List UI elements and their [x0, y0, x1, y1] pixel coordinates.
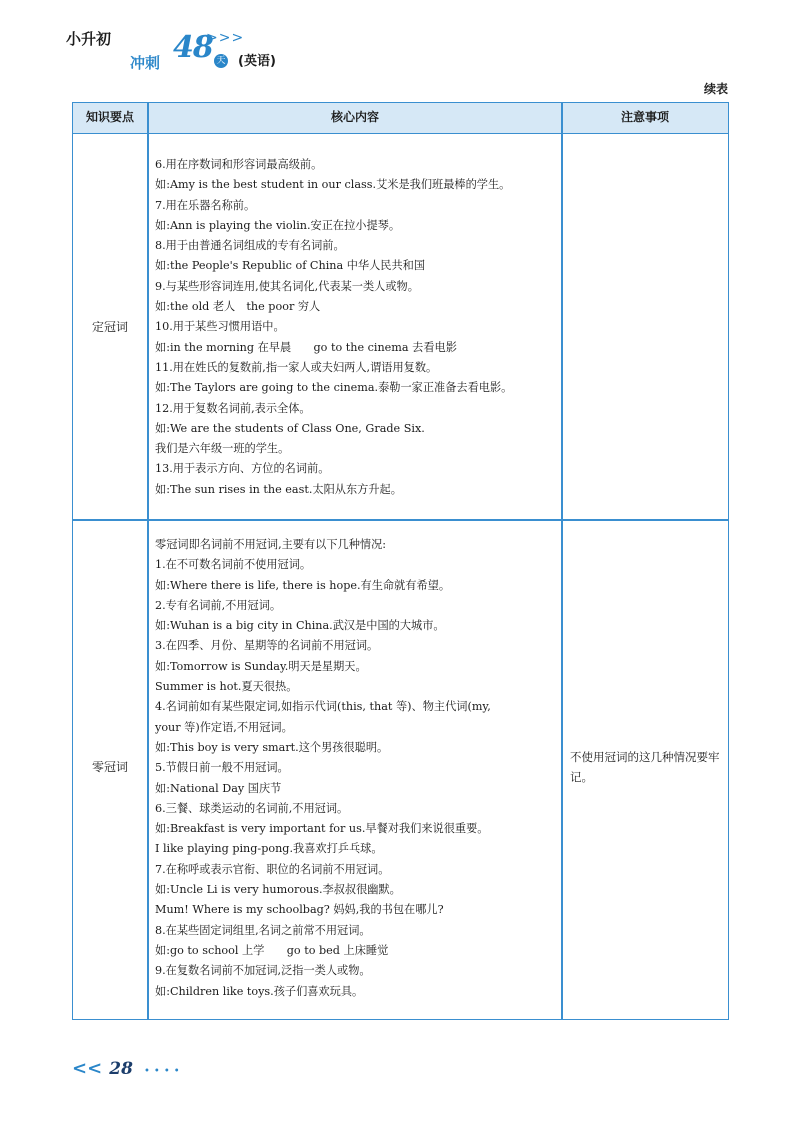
- content-line: 如:Uncle Li is very humorous.李叔叔很幽默。: [155, 883, 401, 897]
- column-divider: [147, 103, 149, 1019]
- content-line: 如:the old 老人 the poor 穷人: [155, 300, 321, 314]
- content-line: 3.在四季、月份、星期等的名词前不用冠词。: [155, 639, 379, 653]
- content-line: 6.三餐、球类运动的名词前,不用冠词。: [155, 801, 349, 815]
- content-line: 零冠词即名词前不用冠词,主要有以下几种情况:: [155, 538, 387, 551]
- content-line: 如:National Day 国庆节: [155, 781, 282, 795]
- days-unit-badge: 天: [214, 54, 228, 68]
- series-title: 小升初: [66, 30, 112, 48]
- row-content-definite-article: [155, 155, 560, 500]
- content-line: 8.在某些固定词组里,名词之前常不用冠词。: [155, 923, 371, 937]
- footer-arrows-icon: <<: [72, 1058, 103, 1079]
- content-line: 如:the People's Republic of China 中华人民共和国: [155, 259, 426, 273]
- content-line: 如:Tomorrow is Sunday.明天是星期天。: [155, 659, 367, 673]
- row-divider: [73, 519, 728, 521]
- content-line: 如:The Taylors are going to the cinema.泰勒一家正准备去看电影。: [155, 381, 513, 395]
- sprint-label: 冲刺: [130, 54, 161, 72]
- column-header-core-content: 核心内容: [330, 110, 379, 124]
- content-line: Mum! Where is my schoolbag? 妈妈,我的书包在哪儿?: [155, 903, 444, 917]
- content-line: Summer is hot.夏天很热。: [155, 680, 298, 694]
- continued-label: 续表: [703, 82, 728, 96]
- content-line: 如:Where there is life, there is hope.有生命就有希望。: [155, 578, 451, 592]
- content-line: 如:in the morning 在早晨 go to the cinema 去看电影: [155, 340, 457, 354]
- content-line: 如:The sun rises in the east.太阳从东方升起。: [155, 482, 402, 496]
- column-divider: [561, 103, 563, 1019]
- content-line: 如:Breakfast is very important for us.早餐对我们来说很重要。: [155, 822, 489, 836]
- content-line: 12.用于复数名词前,表示全体。: [155, 401, 311, 415]
- row-content-zero-article: [155, 535, 560, 1002]
- content-line: 10.用于某些习惯用语中。: [155, 320, 285, 334]
- page-footer: [72, 1058, 184, 1079]
- content-line: I like playing ping-pong.我喜欢打乒乓球。: [155, 842, 383, 856]
- content-line: 如:Children like toys.孩子们喜欢玩具。: [155, 984, 364, 998]
- content-line: your 等)作定语,不用冠词。: [155, 720, 293, 734]
- row-note-zero-article: 不使用冠词的这几种情况要牢记。: [570, 750, 720, 784]
- content-line: 2.专有名词前,不用冠词。: [155, 598, 282, 612]
- content-line: 13.用于表示方向、方位的名词前。: [155, 462, 330, 476]
- knowledge-table: [72, 102, 729, 1020]
- column-header-key-point: 知识要点: [85, 110, 134, 124]
- content-line: 如:Amy is the best student in our class.艾米是我们班最棒的学生。: [155, 178, 511, 192]
- content-line: 如:We are the students of Class One, Grade Six.: [155, 421, 425, 435]
- content-line: 8.用于由普通名词组成的专有名词前。: [155, 239, 345, 253]
- column-header-notes: 注意事项: [620, 110, 669, 124]
- table-header: [73, 103, 728, 134]
- book-header: [66, 28, 326, 78]
- content-line: 7.在称呼或表示官衔、职位的名词前不用冠词。: [155, 862, 390, 876]
- content-line: 5.节假日前一般不用冠词。: [155, 761, 289, 775]
- page-number: 28: [109, 1059, 133, 1079]
- content-line: 11.用在姓氏的复数前,指一家人或夫妇两人,谓语用复数。: [155, 360, 438, 374]
- content-line: 6.用在序数词和形容词最高级前。: [155, 158, 323, 171]
- content-line: 如:This boy is very smart.这个男孩很聪明。: [155, 740, 389, 754]
- content-line: 4.名词前如有某些限定词,如指示代词(this, that 等)、物主代词(my,: [155, 700, 491, 714]
- content-line: 7.用在乐器名称前。: [155, 198, 256, 212]
- content-line: 我们是六年级一班的学生。: [155, 442, 290, 456]
- row-label-zero-article: 零冠词: [91, 760, 128, 774]
- content-line: 如:Wuhan is a big city in China.武汉是中国的大城市。: [155, 619, 445, 633]
- content-line: 如:Ann is playing the violin.安正在拉小提琴。: [155, 218, 401, 232]
- content-line: 1.在不可数名词前不使用冠词。: [155, 558, 312, 572]
- days-number: 48: [173, 30, 213, 65]
- row-label-definite-article: 定冠词: [91, 320, 128, 334]
- content-line: 如:go to school 上学 go to bed 上床睡觉: [155, 943, 389, 957]
- footer-dots-icon: ••••: [144, 1066, 184, 1077]
- subject-label: (英语): [238, 54, 276, 69]
- header-arrows-icon: >>>: [206, 30, 245, 46]
- content-line: 9.在复数名词前不加冠词,泛指一类人或物。: [155, 964, 371, 978]
- content-line: 9.与某些形容词连用,使其名词化,代表某一类人或物。: [155, 279, 419, 293]
